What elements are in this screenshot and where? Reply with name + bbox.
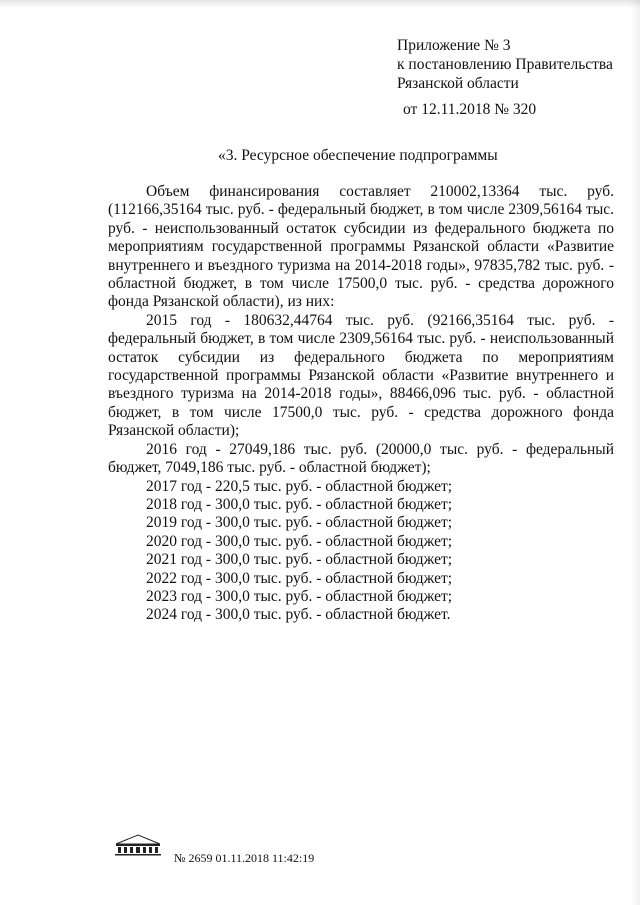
year-line: 2021 год - 300,0 тыс. руб. - областной бюджет; bbox=[146, 551, 453, 569]
paragraph-total-funding: Объем финансирования составляет 210002,13364 тыс. руб. (112166,35164 тыс. руб. - федеральный бюджет, в том числе 2309,56164 тыс. руб. - неиспользованный остаток субсидии из федерального бюджета по мероприятиям государственной программы Рязанской области «Развитие внутреннего и въездного туризма на 2014-2018 годы», 97835,782 тыс. руб. - областной бюджет, в том числе 17500,0 тыс. руб. - средства дорожного фонда Рязанской области), из них: bbox=[108, 183, 614, 311]
year-line: 2018 год - 300,0 тыс. руб. - областной бюджет; bbox=[146, 495, 453, 513]
year-line: 2019 год - 300,0 тыс. руб. - областной бюджет; bbox=[146, 514, 453, 532]
government-building-stamp-icon bbox=[112, 832, 164, 858]
document-body bbox=[108, 183, 614, 625]
paragraph-2015: 2015 год - 180632,44764 тыс. руб. (92166,35164 тыс. руб. - федеральный бюджет, в том числе 2309,56164 тыс. руб. - неиспользованный остаток субсидии из федерального бюджета по мероприятиям государственной программы Рязанской области «Развитие внутреннего и въездного туризма на 2014-2018 годы», 88466,096 тыс. руб. - областной бюджет, в том числе 17500,0 тыс. руб. - средства дорожного фонда Рязанской области); bbox=[108, 311, 614, 440]
year-line: 2017 год - 220,5 тыс. руб. - областной бюджет; bbox=[146, 477, 453, 495]
annex-header bbox=[397, 36, 627, 119]
scan-shadow-right bbox=[630, 0, 640, 905]
annex-date: от 12.11.2018 № 320 bbox=[403, 101, 537, 118]
year-line: 2024 год - 300,0 тыс. руб. - областной бюджет. bbox=[146, 606, 451, 624]
registration-mark: № 2659 01.11.2018 11:42:19 bbox=[174, 851, 315, 865]
scan-shadow-top bbox=[0, 0, 640, 8]
paragraph-2016: 2016 год - 27049,186 тыс. руб. (20000,0 тыс. руб. - федеральный бюджет, 7049,186 тыс. руб. - областной бюджет); bbox=[108, 440, 614, 477]
year-funding-list bbox=[108, 478, 614, 625]
annex-title: Приложение № 3 bbox=[397, 37, 511, 54]
year-line: 2022 год - 300,0 тыс. руб. - областной бюджет; bbox=[146, 569, 453, 587]
annex-reference: к постановлению Правительства bbox=[397, 56, 613, 73]
annex-region: Рязанской области bbox=[397, 75, 519, 92]
year-line: 2023 год - 300,0 тыс. руб. - областной бюджет; bbox=[146, 587, 453, 605]
year-line: 2020 год - 300,0 тыс. руб. - областной бюджет; bbox=[146, 532, 453, 550]
section-heading: «3. Ресурсное обеспечение подпрограммы bbox=[218, 147, 498, 164]
